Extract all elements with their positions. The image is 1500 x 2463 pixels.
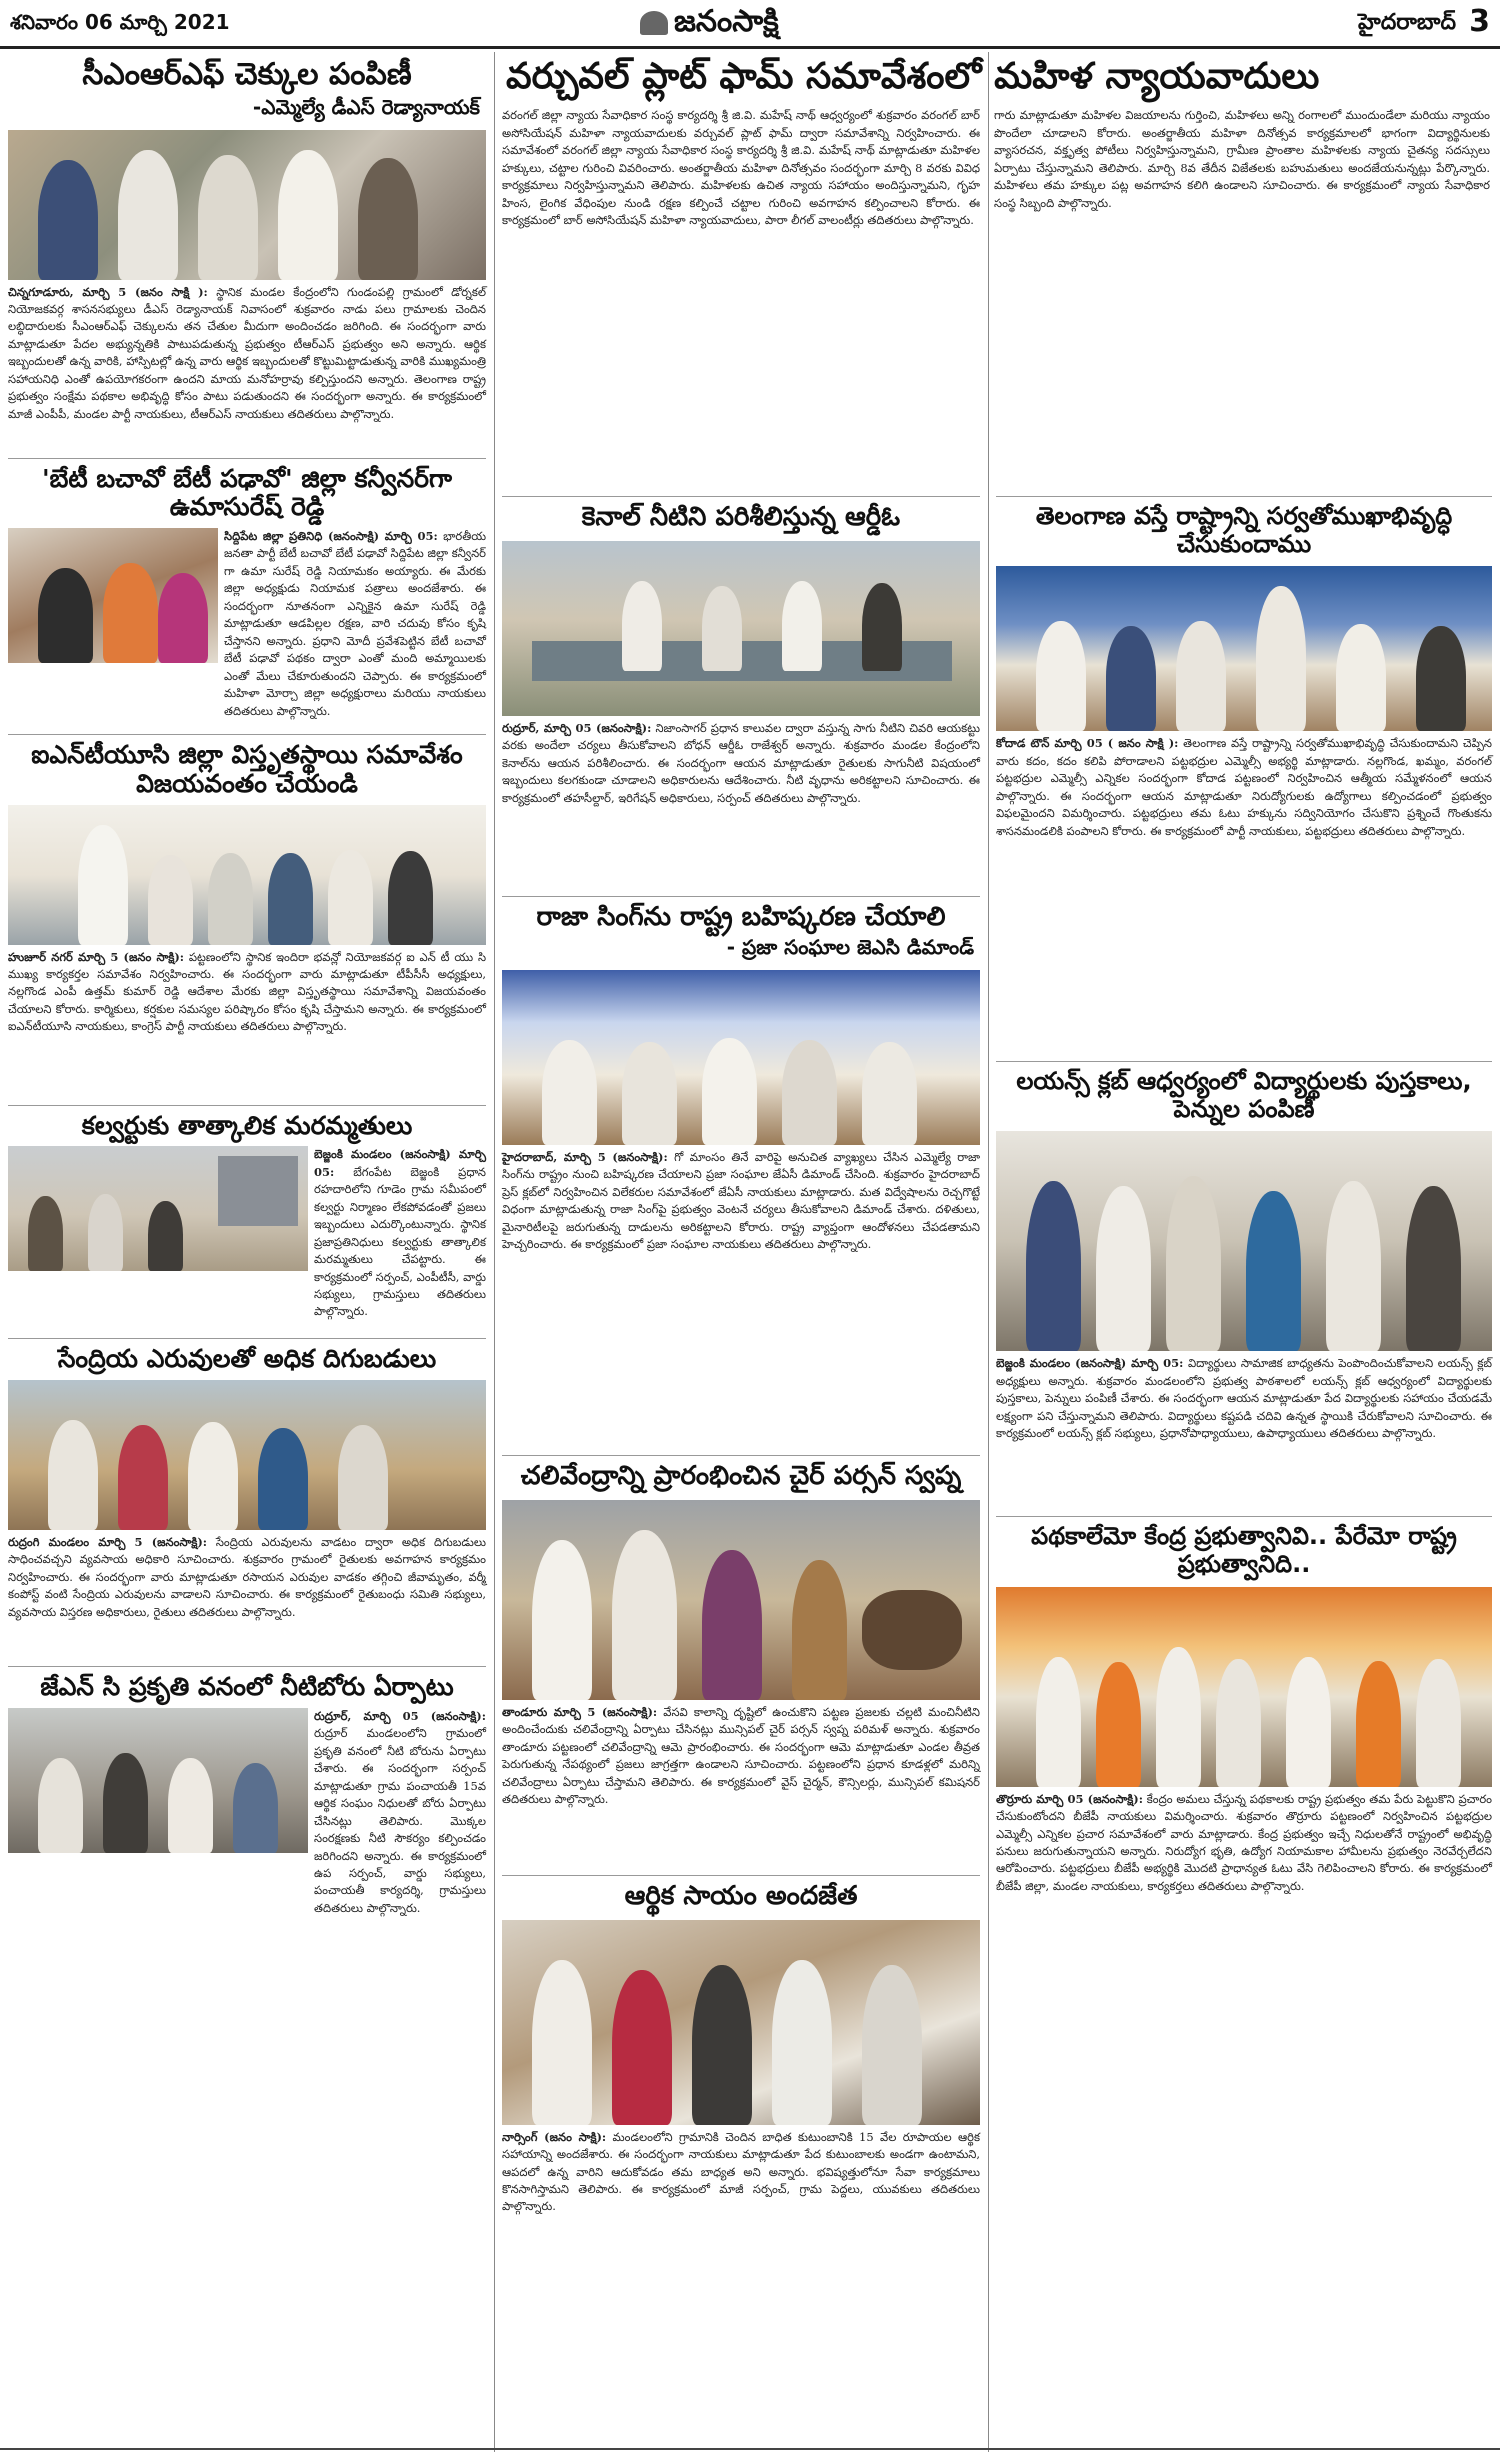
divider xyxy=(502,496,980,497)
banner-body-continued: గారు మాట్లాడుతూ మహిళల విజయాలను గుర్తించి, మహిళలు అన్ని రంగాలలో ముందుండేలా మరియు న్యాయం పొందేలా చూడాలని కోరారు. అంతర్జాతీయ మహిళా దినోత్సవ కార్యక్రమాలలో భాగంగా విద్యార్థినులకు వ్యాసరచన, వక్తృత్వ పోటీలు నిర్వహిస్తున్నామని, గ్రామీణ ప్రాంతాల మహిళలకు న్యాయ చైతన్య సదస్సులు ఏర్పాటు చేస్తున్నామని తెలిపారు. మార్చి 8వ తేదీన విజేతలకు బహుమతులు అందజేయనున్నట్లు పేర్కొన్నారు. మహిళలు తమ హక్కుల పట్ల అవగాహన కలిగి ఉండాలని సూచించారు. ఈ కార్యక్రమంలో న్యాయ సేవాధికార సంస్థ సిబ్బంది పాల్గొన్నారు. xyxy=(994,108,1490,210)
news-photo xyxy=(8,130,486,280)
article-dateline: తాండూరు మార్చి 5 (జనంసాక్షి): xyxy=(502,1704,658,1719)
article-body xyxy=(502,720,980,890)
article-dateline: నార్సింగ్ (జనం సాక్షి): xyxy=(502,2129,607,2144)
news-photo xyxy=(8,805,486,945)
article-text: వేసవి కాలాన్ని దృష్టిలో ఉంచుకొని పట్టణ ప్రజలకు చల్లటి మంచినీటిని అందించేందుకు చలివేంద్రాన్ని ఏర్పాటు చేసినట్లు మున్సిపల్ చైర్ పర్సన్ స్వప్న పరిమళ్ అన్నారు. శుక్రవారం తాండూరు పట్టణంలో చలివేంద్రాన్ని ఆమె ప్రారంభించారు. ఈ సందర్భంగా ఆమె మాట్లాడుతూ ఎండల తీవ్రత పెరుగుతున్న నేపథ్యంలో ప్రజలు జాగ్రత్తగా ఉండాలని సూచించారు. పట్టణంలోని ప్రధాన కూడళ్లలో మరిన్ని చలివేంద్రాలు ఏర్పాటు చేస్తామని తెలిపారు. ఈ కార్యక్రమంలో వైస్ చైర్మన్, కౌన్సిలర్లు, మున్సిపల్ కమిషనర్ తదితరులు పాల్గొన్నారు. xyxy=(502,1704,980,1807)
news-photo xyxy=(8,1708,308,1853)
news-photo xyxy=(996,1131,1492,1351)
news-photo xyxy=(8,528,218,663)
article-text: రుద్రూర్ మండలంలోని గ్రామంలో ప్రకృతి వనంలో నీటి బోరును ఏర్పాటు చేశారు. ఈ సందర్భంగా సర్పంచ్ మాట్లాడుతూ గ్రామ పంచాయతీ 15వ ఆర్థిక సంఘం నిధులతో బోరు ఏర్పాటు చేసినట్లు తెలిపారు. మొక్కల సంరక్షణకు నీటి సౌకర్యం కల్పించడం జరిగిందని అన్నారు. ఈ కార్యక్రమంలో ఉప సర్పంచ్, వార్డు సభ్యులు, పంచాయతీ కార్యదర్శి, గ్రామస్తులు తదితరులు పాల్గొన్నారు. xyxy=(314,1726,486,1915)
article-dateline: బెజ్జంకి మండలం (జనంసాక్షి) మార్చి 05: xyxy=(314,1147,486,1179)
article-headline: 'బేటీ బచావో బేటీ పఢావో' జిల్లా కన్వీనర్‌గా ఉమాసురేష్ రెడ్డి xyxy=(42,463,452,522)
logo-icon xyxy=(640,11,668,35)
column-divider xyxy=(494,52,495,2452)
article-body xyxy=(502,1704,980,1869)
news-photo xyxy=(8,1380,486,1530)
article-dateline: హుజూర్ నగర్ మార్చి 5 (జనం సాక్షి): xyxy=(8,949,185,964)
article-body xyxy=(224,528,486,718)
article-headline: జేఎన్ సి ప్రకృతి వనంలో నీటిబోరు ఏర్పాటు xyxy=(40,1672,454,1701)
divider xyxy=(8,458,486,459)
news-photo xyxy=(996,1587,1492,1787)
divider xyxy=(8,1666,486,1667)
page-bottom-rule xyxy=(0,2448,1500,2450)
divider xyxy=(8,734,486,735)
divider xyxy=(502,896,980,897)
newspaper-logo xyxy=(640,4,779,46)
article-body xyxy=(996,735,1492,1055)
article-text: కేంద్రం అమలు చేస్తున్న పథకాలకు రాష్ట్ర ప్రభుత్వం తమ పేరు పెట్టుకొని ప్రచారం చేసుకుంటోందని బీజేపీ నాయకులు విమర్శించారు. శుక్రవారం తొర్రూరు పట్టణంలో నిర్వహించిన పట్టభద్రుల ఎమ్మెల్సీ ఎన్నికల ప్రచార సమావేశంలో వారు మాట్లాడారు. కేంద్ర ప్రభుత్వం ఇచ్చే నిధులతోనే రాష్ట్రంలో అభివృద్ధి పనులు జరుగుతున్నాయని అన్నారు. నిరుద్యోగ భృతి, ఉద్యోగ నియామకాల హామీలను ప్రభుత్వం నెరవేర్చలేదని ఆరోపించారు. పట్టభద్రులు బీజేపీ అభ్యర్థికి మొదటి ప్రాధాన్యత ఓటు వేసి గెలిపించాలని కోరారు. ఈ కార్యక్రమంలో బీజేపీ జిల్లా, మండల నాయకులు, కార్యకర్తలు తదితరులు పాల్గొన్నారు. xyxy=(996,1791,1492,1893)
article-headline: సేంద్రియ ఎరువులతో అధిక దిగుబడులు xyxy=(57,1344,437,1374)
article-body xyxy=(8,284,486,452)
article-text: గో మాంసం తినే వారిపై అనుచిత వ్యాఖ్యలు చేసిన ఎమ్మెల్యే రాజా సింగ్‌ను రాష్ట్రం నుంచి బహిష్కరణ చేయాలని ప్రజా సంఘాల జేఏసీ డిమాండ్ చేసింది. శుక్రవారం హైదరాబాద్ ప్రెస్ క్లబ్‌లో నిర్వహించిన విలేకరుల సమావేశంలో జేఏసీ నాయకులు మాట్లాడారు. మత విద్వేషాలను రెచ్చగొట్టే విధంగా మాట్లాడుతున్న రాజా సింగ్‌పై ప్రభుత్వం వెంటనే చర్యలు తీసుకోవాలని డిమాండ్ చేశారు. దళితులు, మైనారిటీలపై జరుగుతున్న దాడులను అరికట్టాలని కోరారు. రాష్ట్ర వ్యాప్తంగా ఆందోళనలు చేపడతామని హెచ్చరించారు. ఈ కార్యక్రమంలో ప్రజా సంఘాల నాయకులు తదితరులు పాల్గొన్నారు. xyxy=(502,1149,981,1252)
news-photo xyxy=(8,1146,308,1271)
article-byline: - ప్రజా సంఘాల జెఎసి డిమాండ్ xyxy=(726,934,974,959)
article-dateline: హైదరాబాద్, మార్చి 5 (జనంసాక్షి): xyxy=(502,1149,668,1164)
article-body xyxy=(502,1149,980,1449)
banner-body: వరంగల్ జిల్లా న్యాయ సేవాధికార సంస్థ కార్యదర్శి శ్రీ జి.వి. మహేష్ నాథ్ ఆధ్వర్యంలో శుక్రవారం వరంగల్ బార్ అసోసియేషన్ మహిళా న్యాయవాదులకు వర్చువల్ ప్లాట్ ఫామ్ ద్వారా సమావేశాన్ని నిర్వహించారు. ఈ సమావేశంలో వరంగల్ జిల్లా న్యాయ సేవాధికార సంస్థ కార్యదర్శి శ్రీ జి.వి. మహేష్ నాథ్ మాట్లాడుతూ మహిళల హక్కులు, చట్టాల గురించి వివరించారు. అంతర్జాతీయ మహిళా దినోత్సవం సందర్భంగా మార్చి 8 వరకు వివిధ కార్యక్రమాలు నిర్వహిస్తున్నామని తెలిపారు. మహిళలకు ఉచిత న్యాయ సహాయం అందిస్తున్నామని, గృహ హింస, లైంగిక వేధింపుల నుండి రక్షణ కల్పించే చట్టాల గురించి అవగాహన కల్పించాలని కోరారు. ఈ కార్యక్రమంలో బార్ అసోసియేషన్ మహిళా న్యాయవాదులు, పారా లీగల్ వాలంటీర్లు తదితరులు పాల్గొన్నారు. xyxy=(502,108,980,228)
issue-date: శనివారం 06 మార్చి 2021 xyxy=(10,10,230,34)
article-body xyxy=(8,949,486,1099)
news-photo xyxy=(502,970,980,1145)
article-byline: -ఎమ్మెల్యే డీఎస్ రెడ్యానాయక్ xyxy=(252,94,480,119)
article-body xyxy=(996,1355,1492,1510)
article-dateline: సిద్దిపేట జిల్లా ప్రతినిధి (జనంసాక్షి) మార్చి 05: xyxy=(224,529,438,543)
article-body xyxy=(314,1146,486,1319)
article-dateline: చిన్నగూడూరు, మార్చి 5 (జనం సాక్షి ): xyxy=(8,284,208,299)
article-text: పట్టణంలోని స్థానిక ఇందిరా భవన్లో నియోజకవర్గ ఐ ఎన్ టీ యు సి ముఖ్య కార్యకర్తల సమావేశం నిర్వహించారు. ఈ సందర్భంగా వారు మాట్లాడుతూ టీపీసీసీ అధ్యక్షులు, నల్లగొండ ఎంపీ ఉత్తమ్ కుమార్ రెడ్డి ఆదేశాల మేరకు జిల్లా విస్తృతస్థాయి సమావేశాన్ని విజయవంతం చేయాలని కోరారు. కార్మికులు, కర్షకుల సమస్యల పరిష్కారం కోసం కృషి చేస్తామని అన్నారు. ఈ కార్యక్రమంలో ఐఎన్‌టీయూసి నాయకులు, కాంగ్రెస్ పార్టీ నాయకులు తదితరులు పాల్గొన్నారు. xyxy=(8,949,487,1034)
article-text: సేంద్రియ ఎరువులను వాడటం ద్వారా అధిక దిగుబడులు సాధించవచ్చని వ్యవసాయ అధికారి సూచించారు. శుక్రవారం గ్రామంలో రైతులకు అవగాహన కార్యక్రమం నిర్వహించారు. ఈ సందర్భంగా వారు మాట్లాడుతూ రసాయన ఎరువుల వాడకం తగ్గించి జీవామృతం, వర్మీ కంపోస్ట్ వంటి సేంద్రియ ఎరువులను వాడాలని సూచించారు. ఈ కార్యక్రమంలో రైతుబంధు సమితి సభ్యులు, వ్యవసాయ విస్తరణ అధికారులు, రైతులు తదితరులు పాల్గొన్నారు. xyxy=(8,1535,487,1619)
article-dateline: తొర్రూరు మార్చి 05 (జనంసాక్షి): xyxy=(996,1791,1143,1806)
article-text: భారతీయ జనతా పార్టీ బేటీ బచావో బేటీ పఢావో సిద్దిపేట జిల్లా కన్వీనర్ గా ఉమా సురేష్ రెడ్డి నియామకం అయ్యారు. ఈ మేరకు జిల్లా అధ్యక్షుడు నియామక పత్రాలు అందజేశారు. ఈ సందర్భంగా నూతనంగా ఎన్నికైన ఉమా సురేష్ రెడ్డి మాట్లాడుతూ ఆడపిల్లల రక్షణ, వారి చదువు కోసం కృషి చేస్తానని అన్నారు. ప్రధాని మోదీ ప్రవేశపెట్టిన బేటీ బచావో బేటీ పఢావో పథకం ద్వారా ఎంతో మంది అమ్మాయిలకు ఎంతో మేలు చేకూరుతుందని చెప్పారు. ఈ కార్యక్రమంలో మహిళా మోర్చా జిల్లా అధ్యక్షురాలు మరియు నాయకులు తదితరులు పాల్గొన్నారు. xyxy=(224,529,486,718)
article-dateline: రుద్రూర్, మార్చి 05 (జనంసాక్షి): xyxy=(502,720,652,735)
edition-city: హైదరాబాద్ xyxy=(1358,10,1456,35)
article-headline: సీఎంఆర్ఎఫ్ చెక్కుల పంపిణీ xyxy=(82,57,412,92)
article-dateline: రుద్రూర్, మార్చి 05 (జనంసాక్షి): xyxy=(314,1708,486,1723)
article-headline: కల్వర్టుకు తాత్కాలిక మరమ్మతులు xyxy=(81,1110,413,1140)
article-text: తెలంగాణ వస్తే రాష్ట్రాన్ని సర్వతోముఖాభివృద్ధి చేసుకుందామని చెప్పిన వారు కదం, కదం కలిపి పోరాడాలని పట్టభద్రుల ఎమ్మెల్సీ అభ్యర్థి మాట్లాడారు. నల్లగొండ, ఖమ్మం, వరంగల్ పట్టభద్రుల ఎమ్మెల్సీ ఎన్నికల సందర్భంగా కోదాడ పట్టణంలో నిర్వహించిన ఆత్మీయ సమ్మేళనంలో ఆయన పాల్గొన్నారు. ఈ సందర్భంగా ఆయన మాట్లాడుతూ నిరుద్యోగులకు ఉద్యోగాలు కల్పించడంలో ప్రభుత్వం విఫలమైందని విమర్శించారు. పట్టభద్రులు తమ ఓటు హక్కును సద్వినియోగం చేసుకొని ప్రశ్నించే గొంతుకను శాసనమండలికి పంపాలని కోరారు. ఈ కార్యక్రమంలో పార్టీ నాయకులు, పట్టభద్రులు తదితరులు పాల్గొన్నారు. xyxy=(996,736,1493,838)
divider xyxy=(996,1516,1492,1517)
article-text: బేగంపేట బెజ్జంకి ప్రధాన రహదారిలోని గూడెం గ్రామ సమీపంలో కల్వర్టు నిర్మాణం లేకపోవడంతో ప్రజలు ఇబ్బందులు ఎదుర్కొంటున్నారు. స్థానిక ప్రజాప్రతినిధులు కల్వర్టుకు తాత్కాలిక మరమ్మతులు చేపట్టారు. ఈ కార్యక్రమంలో సర్పంచ్, ఎంపీటీసీ, వార్డు సభ్యులు, గ్రామస్తులు తదితరులు పాల్గొన్నారు. xyxy=(314,1164,486,1319)
logo-text: జనంసాక్షి xyxy=(674,4,779,39)
article-headline: తెలంగాణ వస్తే రాష్ట్రాన్ని సర్వతోముఖాభివృద్ధి చేసుకుందాము xyxy=(1035,502,1453,558)
news-photo xyxy=(502,1500,980,1700)
news-photo xyxy=(502,541,980,716)
article-dateline: రుద్రంగి మండలం మార్చి 5 (జనంసాక్షి): xyxy=(8,1535,208,1549)
divider xyxy=(996,1061,1492,1062)
divider xyxy=(502,1455,980,1456)
news-photo xyxy=(996,566,1492,731)
article-headline: కెనాల్ నీటిని పరిశీలిస్తున్న ఆర్డీఓ xyxy=(581,502,901,532)
article-headline: ఐఎన్‌టీయూసి జిల్లా విస్తృతస్థాయి సమావేశం విజయవంతం చేయండి xyxy=(31,740,463,798)
banner-headline: వర్చువల్ ప్లాట్ ఫామ్ సమావేశంలో మహిళ న్యాయవాదులు xyxy=(506,56,1320,97)
article-dateline: కోదాడ టౌన్ మార్చి 05 ( జనం సాక్షి ): xyxy=(996,736,1179,751)
divider xyxy=(502,1875,980,1876)
article-headline: రాజా సింగ్‌ను రాష్ట్ర బహిష్కరణ చేయాలి xyxy=(536,901,946,932)
column-middle xyxy=(502,490,980,2450)
article-body xyxy=(314,1708,486,1915)
divider xyxy=(8,1338,486,1339)
column-left xyxy=(8,52,486,2452)
article-text: నిజాంసాగర్ ప్రధాన కాలువల ద్వారా వస్తున్న సాగు నీటిని చివరి ఆయకట్టు వరకు అందేలా చర్యలు తీసుకోవాలని బోధన్ ఆర్డీఓ రాజేశ్వర్ అన్నారు. శుక్రవారం మండల కేంద్రంలోని కెనాల్‌ను ఆయన పరిశీలించారు. ఈ సందర్భంగా ఆయన మాట్లాడుతూ రైతులకు సాగునీటి విషయంలో ఇబ్బందులు కలగకుండా చూడాలని అధికారులను ఆదేశించారు. నీటి వృధాను అరికట్టాలని సూచించారు. ఈ కార్యక్రమంలో తహసీల్దార్, ఇరిగేషన్ అధికారులు, సర్పంచ్ తదితరులు పాల్గొన్నారు. xyxy=(502,720,980,805)
article-headline: చలివేంద్రాన్ని ప్రారంభించిన చైర్ పర్సన్ స్వప్న xyxy=(520,1460,962,1491)
article-body xyxy=(502,2129,980,2279)
article-text: విద్యార్థులు సామాజిక బాధ్యతను పెంపొందించుకోవాలని లయన్స్ క్లబ్ అధ్యక్షులు అన్నారు. శుక్రవారం మండలంలోని ప్రభుత్వ పాఠశాలలో లయన్స్ క్లబ్ ఆధ్వర్యంలో విద్యార్థులకు పుస్తకాలు, పెన్నులు పంపిణీ చేశారు. ఈ సందర్భంగా ఆయన మాట్లాడుతూ పేద విద్యార్థులకు సహాయం చేయడమే లక్ష్యంగా పని చేస్తున్నామని తెలిపారు. విద్యార్థులు కష్టపడి చదివి ఉన్నత స్థాయికి చేరుకోవాలని సూచించారు. ఈ కార్యక్రమంలో లయన్స్ క్లబ్ సభ్యులు, ప్రధానోపాధ్యాయులు, ఉపాధ్యాయులు తదితరులు పాల్గొన్నారు. xyxy=(996,1356,1492,1441)
article-dateline: బెజ్జంకి మండలం (జనంసాక్షి) మార్చి 05: xyxy=(996,1356,1184,1371)
divider xyxy=(996,496,1492,497)
article-headline: పథకాలేమో కేంద్ర ప్రభుత్వానివి.. పేరేమో రాష్ట్ర ప్రభుత్వానిది.. xyxy=(1031,1522,1457,1578)
column-right xyxy=(996,490,1492,2450)
divider xyxy=(8,1105,486,1106)
article-body xyxy=(996,1791,1492,2211)
article-text: మండలంలోని గ్రామానికి చెందిన బాధిత కుటుంబానికి 15 వేల రూపాయల ఆర్థిక సహాయాన్ని అందజేశారు. ఈ సందర్భంగా నాయకులు మాట్లాడుతూ పేద కుటుంబాలకు అండగా ఉంటామని, ఆపదలో ఉన్న వారిని ఆదుకోవడం తమ బాధ్యత అని అన్నారు. భవిష్యత్తులోనూ సేవా కార్యక్రమాలు కొనసాగిస్తామని తెలిపారు. ఈ కార్యక్రమంలో మాజీ సర్పంచ్, గ్రామ పెద్దలు, యువకులు తదితరులు పాల్గొన్నారు. xyxy=(502,2129,980,2214)
article-headline: ఆర్థిక సాయం అందజేత xyxy=(624,1880,858,1911)
news-photo xyxy=(502,1920,980,2125)
page-number: 3 xyxy=(1469,4,1490,39)
article-body xyxy=(8,1534,486,1660)
article-text: స్థానిక మండల కేంద్రంలోని గుండంపల్లి గ్రామంలో డోర్నకల్ నియోజకవర్గ శాసనసభ్యులు డీఎస్ రెడ్యానాయక్ నివాసంలో శుక్రవారం నాడు పలు గ్రామాలకు చెందిన లబ్ధిదారులకు సీఎంఆర్ఎఫ్ చెక్కులను తన చేతుల మీదుగా అందించడం జరిగింది. ఈ సందర్భంగా వారు మాట్లాడుతూ పేదల అభ్యున్నతికి పాటుపడుతున్న ప్రభుత్వం టీఆర్ఎస్ ప్రభుత్వం అని అన్నారు. ఆర్థిక ఇబ్బందులతో ఉన్న వారికి, హాస్పిటల్లో ఉన్న వారు ఆర్థిక ఇబ్బందులతో కొట్టుమిట్టాడుతున్న వారికి ముఖ్యమంత్రి సహాయనిధి ఎంతో ఉపయోగకరంగా ఉందని మాయ మనోహర్రావు కల్పిస్తుందని అన్నారు. తెలంగాణ రాష్ట్ర ప్రభుత్వం సంక్షేమ పథకాల అభివృద్ధి కోసం పాటు పడుతుందని ఈ సందర్భంగా అన్నారు. ఈ కార్యక్రమంలో మాజీ ఎంపీపీ, మండల పార్టీ నాయకులు, టీఆర్ఎస్ నాయకులు తదితరులు పాల్గొన్నారు. xyxy=(8,284,486,421)
banner-article xyxy=(502,56,1492,477)
article-headline: లయన్స్ క్లబ్ ఆధ్వర్యంలో విద్యార్థులకు పుస్తకాలు, పెన్నుల పంపిణీ xyxy=(1016,1067,1472,1123)
